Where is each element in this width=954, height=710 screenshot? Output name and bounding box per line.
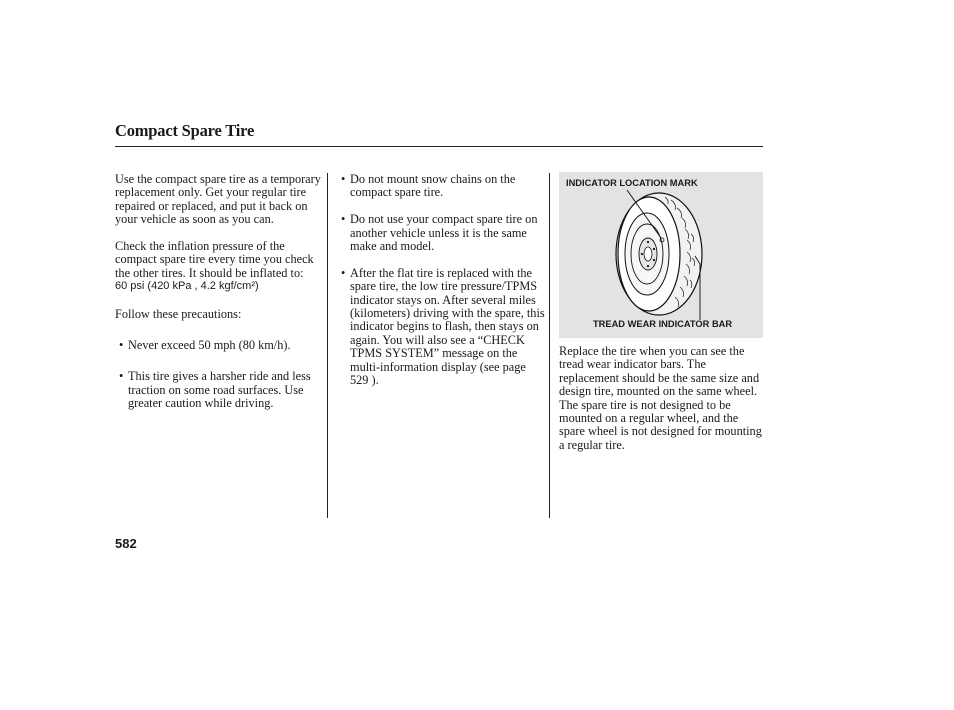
tire-illustration xyxy=(559,172,763,338)
inflation-paragraph: Check the inflation pressure of the compact spare tire every time you check the other tires. It should be inflated to: xyxy=(115,239,314,280)
list-item xyxy=(337,173,545,200)
replacement-paragraph: Replace the tire when you can see the tread wear indicator bars. The replacement should be the same size and design tire, mounted on the same wheel. The spare tire is not designed to be mounted on a regular wheel, and the spare wheel is not designed for mounting a regular tire. xyxy=(559,344,762,452)
column-divider-2 xyxy=(549,173,550,518)
list-item-text: After the flat tire is replaced with the spare tire, the low tire pressure/TPMS indicator stays on. After several miles (kilometers) driving with the spare, this indicator begins to flash, then stays on again. You will also see a “CHECK TPMS SYSTEM” message on the multi-information display (see page 529 ). xyxy=(350,265,545,388)
list-item-text: Do not mount snow chains on the compact spare tire. xyxy=(350,172,516,200)
page-number: 582 xyxy=(115,536,137,551)
column-2 xyxy=(337,173,545,401)
column-1 xyxy=(115,173,325,424)
list-item-text: Do not use your compact spare tire on another vehicle unless it is the same make and model. xyxy=(350,212,538,254)
precautions-heading: Follow these precautions: xyxy=(115,306,242,321)
pressure-spec: 60 psi (420 kPa , 4.2 kgf/cm²) xyxy=(115,280,259,293)
list-item xyxy=(337,213,545,253)
title-rule xyxy=(115,146,763,147)
list-item xyxy=(115,339,325,352)
page-title: Compact Spare Tire xyxy=(115,121,255,140)
bullet-icon: • xyxy=(341,265,346,280)
bullet-icon: • xyxy=(119,338,124,353)
tread-wear-label: TREAD WEAR INDICATOR BAR xyxy=(593,319,733,329)
bullet-icon: • xyxy=(341,172,346,186)
tire-figure xyxy=(559,172,763,338)
intro-paragraph: Use the compact spare tire as a temporary replacement only. Get your regular tire repaired or replaced, and put it back on your vehicle as soon as you can. xyxy=(115,172,321,227)
list-item-text: Never exceed 50 mph (80 km/h). xyxy=(128,338,291,353)
list-item-text: This tire gives a harsher ride and less traction on some road surfaces. Use greater caution while driving. xyxy=(128,369,311,411)
indicator-location-label: INDICATOR LOCATION MARK xyxy=(566,178,698,188)
column-divider-1 xyxy=(327,173,328,518)
list-item xyxy=(337,267,545,388)
bullet-icon: • xyxy=(119,369,124,384)
bullet-icon: • xyxy=(341,212,346,227)
column-3 xyxy=(559,345,765,466)
list-item xyxy=(115,370,325,410)
